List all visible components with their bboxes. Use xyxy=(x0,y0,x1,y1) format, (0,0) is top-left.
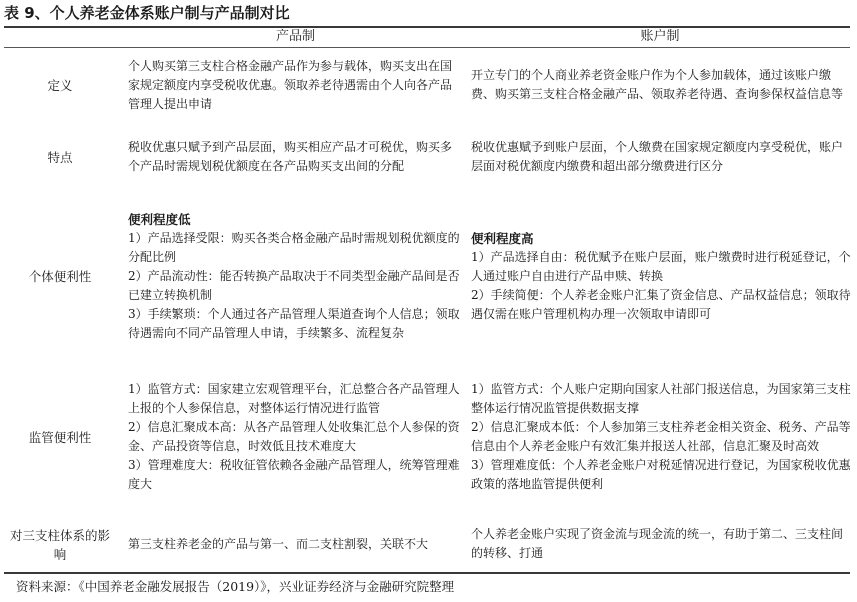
table-row-individual-convenience xyxy=(4,198,850,354)
cell-text: 个人养老金账户实现了资金流与现金流的统一，有助于第二、三支柱间的转移、打通 xyxy=(471,527,844,560)
row-label: 特点 xyxy=(47,149,73,165)
account-cell xyxy=(471,50,851,120)
column-header-account: 账户制 xyxy=(640,29,680,44)
row-label: 监管便利性 xyxy=(28,429,92,445)
cell-heading: 便利程度低 xyxy=(128,211,191,227)
account-cell xyxy=(471,360,851,514)
cell-text: 2）信息汇聚成本高：从各产品管理人处收集汇总个人参保的资金、产品投资等信息，时效低且技术难度大 xyxy=(128,420,460,453)
account-cell xyxy=(471,519,851,569)
cell-text: 税收优惠只赋予到产品层面，购买相应产品才可税优，购买多个产品时需规划税优额度在各产品购买支出间的分配 xyxy=(128,140,453,173)
cell-text: 个人购买第三支柱合格金融产品作为参与载体，购买支出在国家规定额度内享受税收优惠。领取养老待遇需由个人向各产品管理人提出申请 xyxy=(128,58,453,111)
cell-text: 2）信息汇聚成本低：个人参加第三支柱养老金相关资金、税务、产品等信息由个人养老金账户有效汇集并报送人社部，信息汇聚及时高效 xyxy=(471,420,851,453)
column-header-product: 产品制 xyxy=(275,29,315,44)
cell-text: 2）手续简便：个人养老金账户汇集了资金信息、产品权益信息；领取待遇仅需在账户管理机构办理一次领取申请即可 xyxy=(471,287,851,321)
cell-text: 3）管理难度大：税收征管依赖各金融产品管理人，统筹管理难度大 xyxy=(128,458,460,491)
table-row-regulatory-convenience xyxy=(4,360,850,514)
account-cell xyxy=(471,198,851,354)
cell-text: 3）管理难度低：个人养老金账户对税延情况进行登记，为国家税收优惠政策的落地监管提供便利 xyxy=(471,458,851,491)
cell-heading: 便利程度高 xyxy=(471,230,534,246)
cell-text: 第三支柱养老金的产品与第一、而二支柱割裂，关联不大 xyxy=(128,536,429,551)
row-label: 个体便利性 xyxy=(28,268,92,284)
cell-text: 1）监管方式：国家建立宏观管理平台，汇总整合各产品管理人上报的个人参保信息，对整体运行情况进行监管 xyxy=(128,382,460,415)
source-note: 资料来源：《中国养老金融发展报告（2019）》，兴业证券经济与金融研究院整理 xyxy=(16,579,455,594)
cell-text: 2）产品流动性：能否转换产品取决于不同类型金融产品间是否已建立转换机制 xyxy=(128,268,460,302)
table-row-features xyxy=(4,121,850,193)
product-cell xyxy=(128,360,463,514)
table-header-rule xyxy=(4,47,850,48)
account-cell xyxy=(471,121,851,193)
row-label: 定义 xyxy=(47,77,73,93)
product-cell xyxy=(128,50,463,120)
cell-text: 1）产品选择自由：税优赋予在账户层面，账户缴费时进行税延登记，个人通过账户自由进行产品申赎、转换 xyxy=(471,249,851,283)
product-cell xyxy=(128,121,463,193)
table-row-impact xyxy=(4,519,850,569)
cell-text: 开立专门的个人商业养老资金账户作为个人参加载体，通过该账户缴费、购买第三支柱合格金融产品、领取养老待遇、查询参保权益信息等 xyxy=(471,68,844,101)
cell-text: 3）手续繁琐：个人通过各产品管理人渠道查询个人信息；领取待遇需向不同产品管理人申请，手续繁多、流程复杂 xyxy=(128,306,460,340)
table-title: 表 9、个人养老金体系账户制与产品制对比 xyxy=(4,4,290,22)
cell-text: 1）产品选择受限：购买各类合格金融产品时需规划税优额度的分配比例 xyxy=(128,230,460,264)
table-row-definition xyxy=(4,50,850,120)
product-cell xyxy=(128,198,463,354)
product-cell xyxy=(128,519,463,569)
cell-text: 1）监管方式：个人账户定期向国家人社部门报送信息，为国家第三支柱整体运行情况监管提供数据支撑 xyxy=(471,382,851,415)
table-bottom-rule xyxy=(4,572,850,574)
cell-text: 税收优惠赋予到账户层面，个人缴费在国家规定额度内享受税优，账户层面对税优额度内缴费和超出部分缴费进行区分 xyxy=(471,140,844,173)
row-label: 对三支柱体系的影响 xyxy=(9,528,110,562)
